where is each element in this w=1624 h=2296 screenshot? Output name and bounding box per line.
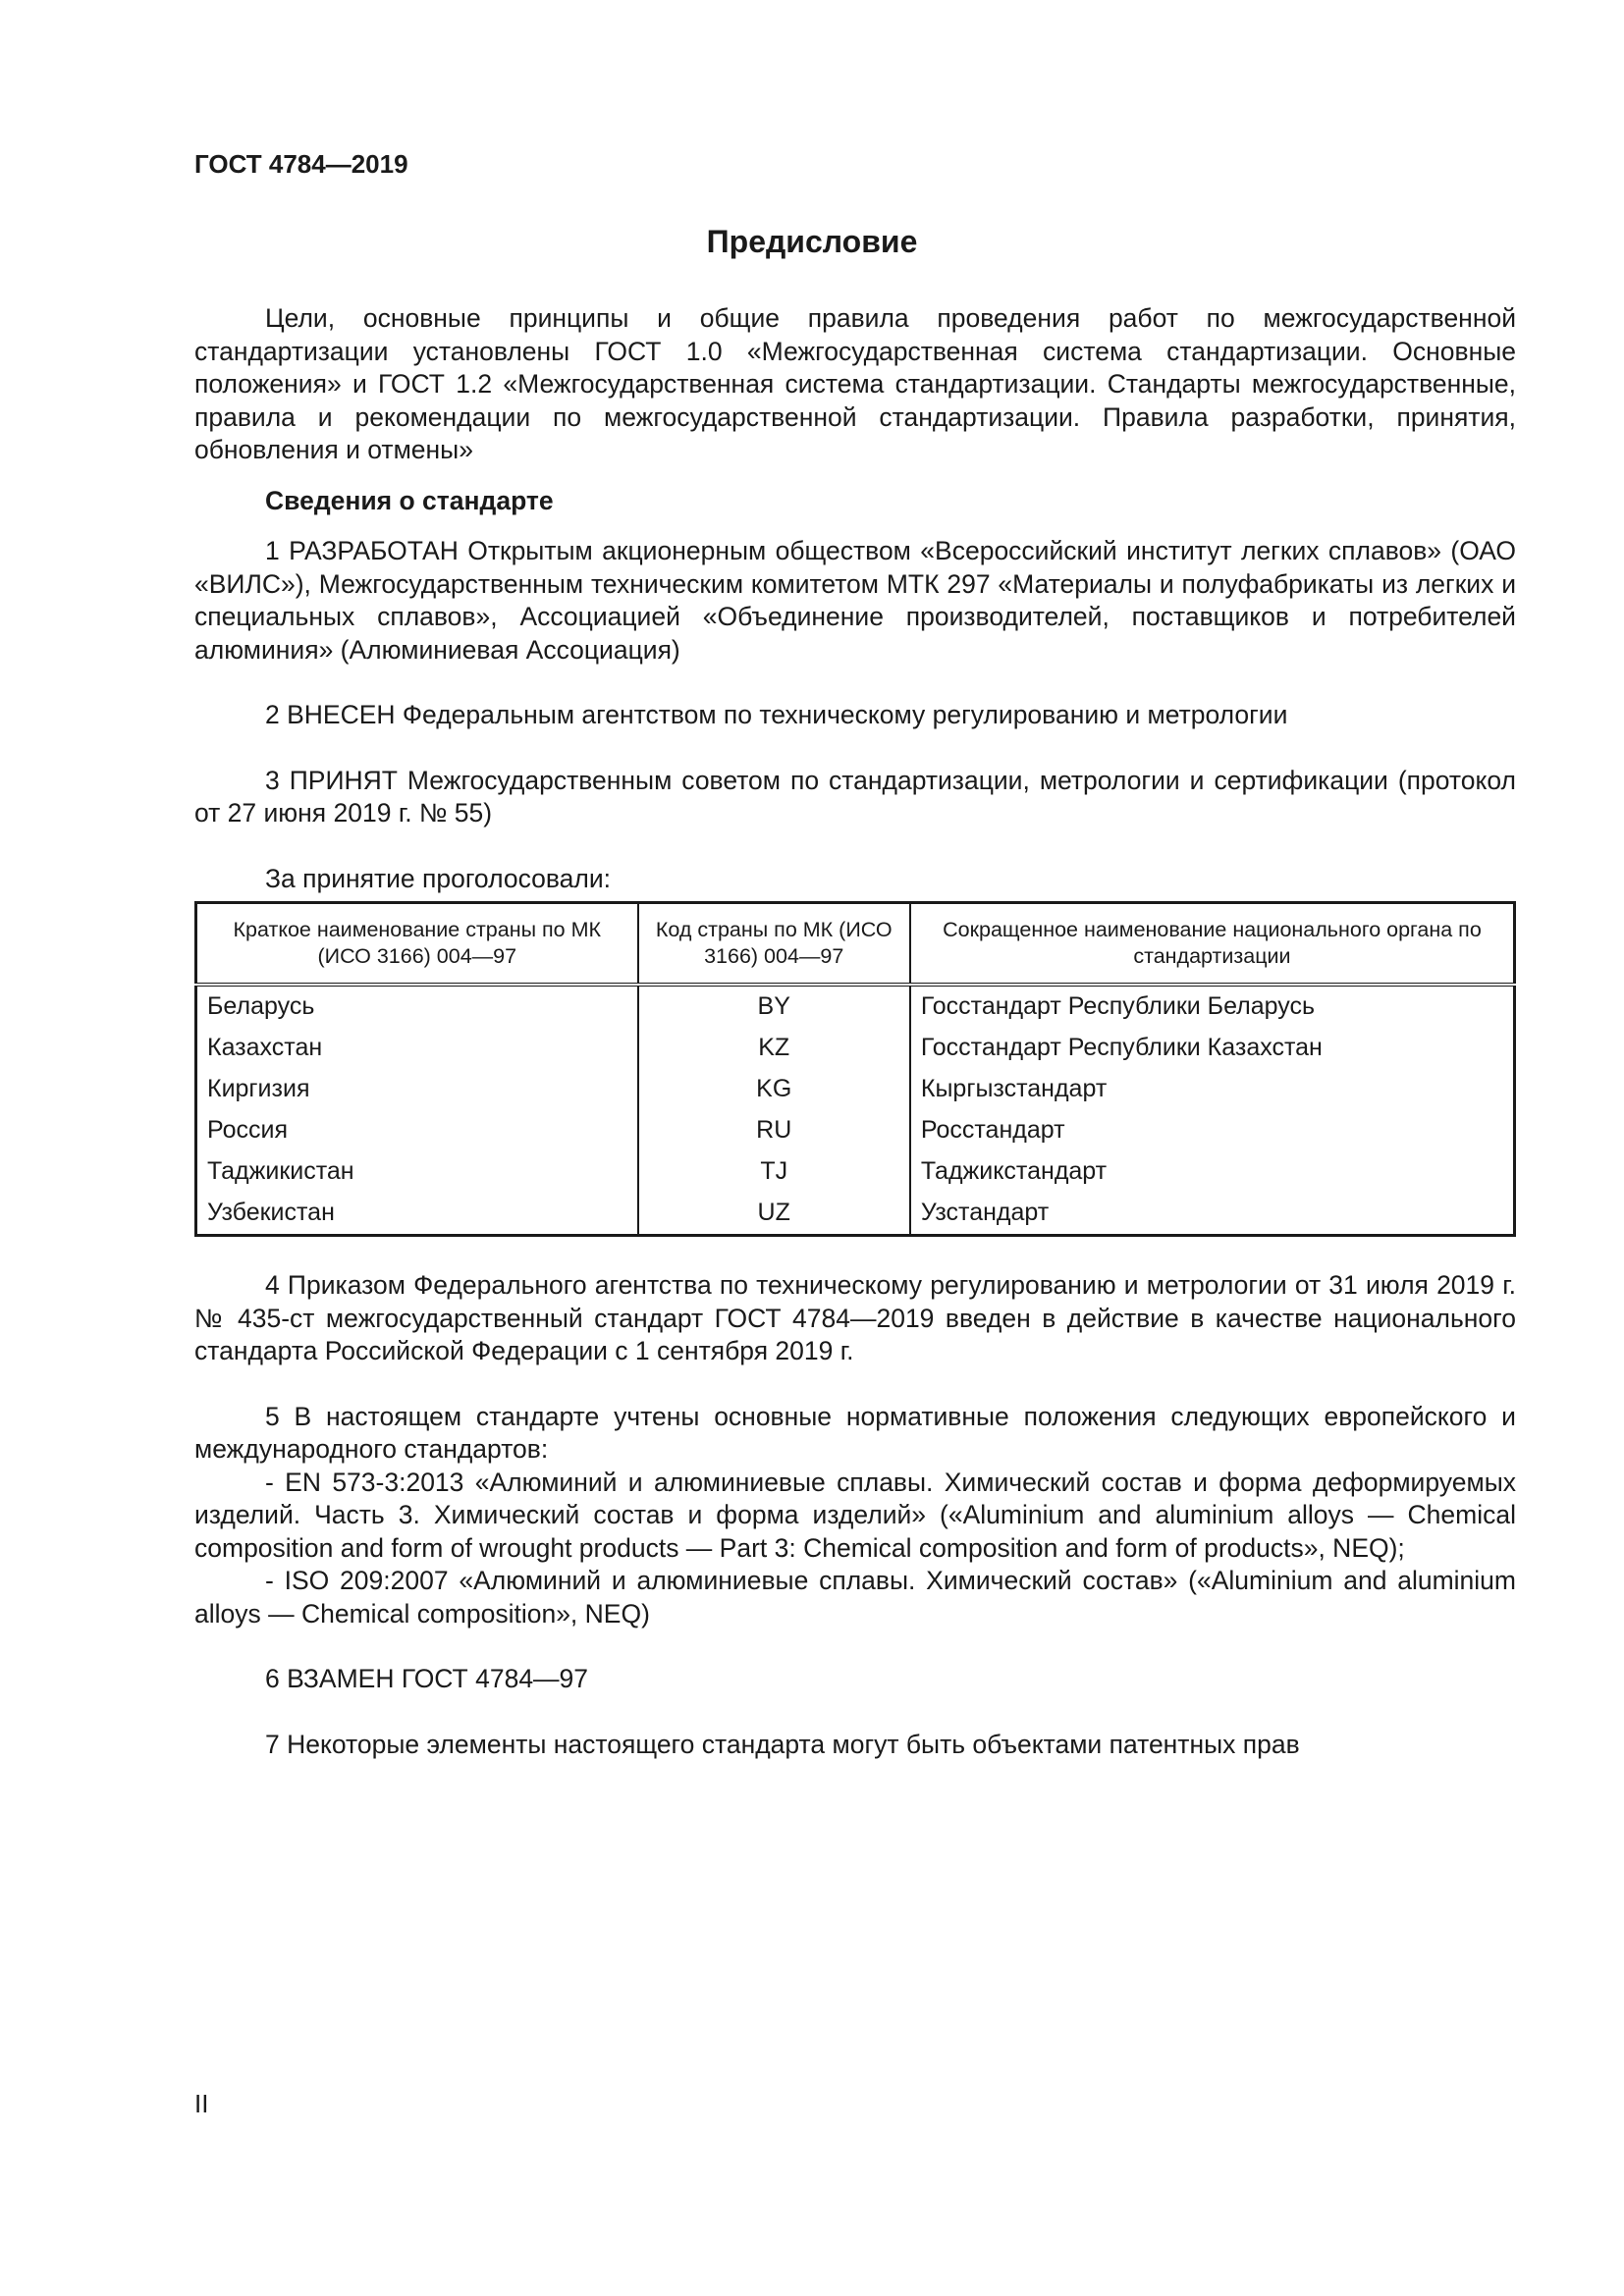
item-4-paragraph: 4 Приказом Федерального агентства по техническому регулированию и метрологии от 31 июля 2019 г. № 435-ст межгосударственный стандарт ГОСТ 4784—2019 введен в действие в качестве национального стандарта Российской Федерации с 1 сентября 2019 г. [194,1270,1516,1365]
table-row [196,1193,1515,1236]
column-header-authority: Сокращенное наименование национального органа по стандартизации [910,903,1515,986]
page-number: II [194,2089,209,2118]
item-5-reference-en: - EN 573-3:2013 «Алюминий и алюминиевые сплавы. Химический состав и форма деформируемых изделий. Часть 3. Химический состав и форма изделий» («Aluminium and aluminium alloys — Chemical composition and form of wrought products — Part 3: Chemical composition and form of products», NEQ); [194,1467,1516,1563]
intro-paragraph: Цели, основные принципы и общие правила проведения работ по межгосударственной стандартизации установлены ГОСТ 1.0 «Межгосударственная система стандартизации. Основные положения» и ГОСТ 1.2 «Межгосударственная система стандартизации. Стандарты межгосударственные, правила и рекомендации по межгосударственной стандартизации. Правила разработки, принятия, обновления и отмены» [194,303,1516,464]
country-cell: Таджикистан [196,1151,638,1193]
voting-countries-table [194,901,1516,1237]
column-header-code: Код страны по МК (ИСО 3166) 004—97 [638,903,910,986]
table-row [196,1110,1515,1151]
item-3-paragraph: 3 ПРИНЯТ Межгосударственным советом по стандартизации, метрологии и сертификации (протокол от 27 июня 2019 г. № 55) [194,765,1516,828]
code-cell: TJ [638,1151,910,1193]
authority-cell: Кыргызстандарт [920,1075,1108,1102]
country-cell: Узбекистан [196,1193,638,1236]
authority-cell: Узстандарт [920,1199,1050,1226]
table-row [196,1069,1515,1110]
country-cell: Казахстан [196,1028,638,1069]
item-2-paragraph: 2 ВНЕСЕН Федеральным агентством по техническому регулированию и метрологии [265,700,1288,729]
page-title: Предисловие [706,224,918,259]
item-7-paragraph: 7 Некоторые элементы настоящего стандарта могут быть объектами патентных прав [265,1729,1300,1759]
code-cell: RU [638,1110,910,1151]
code-cell: KZ [638,1028,910,1069]
item-1-paragraph: 1 РАЗРАБОТАН Открытым акционерным обществом «Всероссийский институт легких сплавов» (ОАО «ВИЛС»), Межгосударственным техническим комитетом МТК 297 «Материалы и полуфабрикаты из легких и специальных сплавов», Ассоциацией «Объединение производителей, поставщиков и потребителей алюминия» (Алюминиевая Ассоциация) [194,536,1516,665]
authority-cell: Росстандарт [920,1116,1065,1144]
table-row [196,1151,1515,1193]
code-cell: UZ [638,1193,910,1236]
authority-cell: Госстандарт Республики Казахстан [920,1034,1323,1061]
item-5-reference-iso: - ISO 209:2007 «Алюминий и алюминиевые сплавы. Химический состав» («Aluminium and aluminium alloys — Chemical composition», NEQ) [194,1566,1516,1629]
document-id-header: ГОСТ 4784—2019 [194,149,408,179]
column-header-country: Краткое наименование страны по МК (ИСО 3166) 004—97 [196,903,638,986]
document-body [194,302,1516,1761]
country-cell: Киргизия [196,1069,638,1110]
authority-cell: Госстандарт Республики Беларусь [920,992,1316,1020]
item-6-paragraph: 6 ВЗАМЕН ГОСТ 4784—97 [265,1664,589,1693]
table-row [196,1028,1515,1069]
table-header-row [196,903,1515,986]
country-cell: Беларусь [196,985,638,1028]
code-cell: KG [638,1069,910,1110]
vote-label: За принятие проголосовали: [265,863,612,893]
code-cell: BY [638,985,910,1028]
country-cell: Россия [196,1110,638,1151]
section-subheading: Сведения о стандарте [265,485,554,515]
table-row [196,985,1515,1028]
item-5-paragraph: 5 В настоящем стандарте учтены основные нормативные положения следующих европейского и международного стандартов: [194,1401,1516,1464]
authority-cell: Таджикстандарт [920,1157,1108,1185]
